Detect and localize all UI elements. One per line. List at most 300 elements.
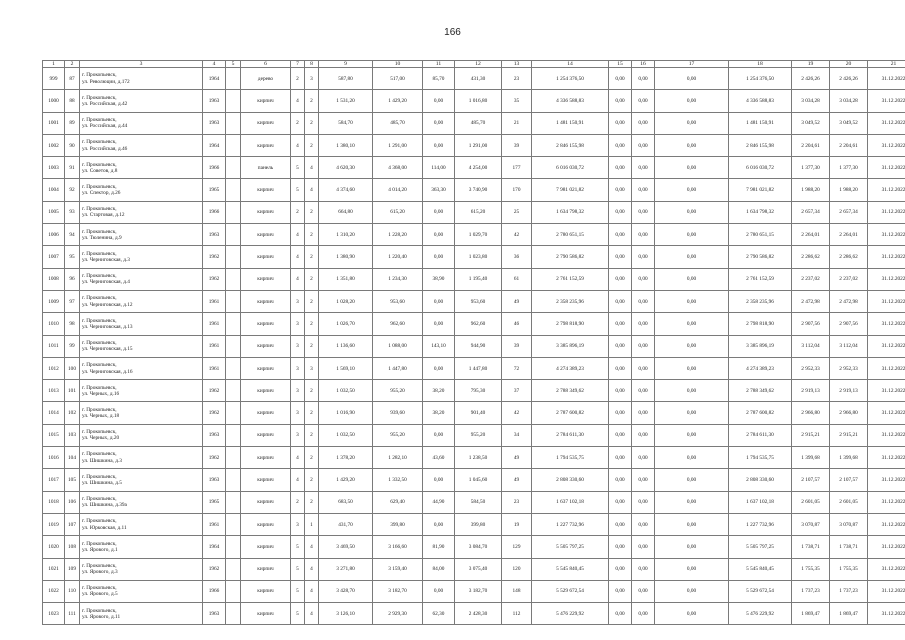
column-12-cell: 1 023,80 xyxy=(455,246,502,268)
cost-column-14-cell: 4 274 389,23 xyxy=(532,357,609,379)
cost-column-14-cell: 5 505 797,25 xyxy=(532,536,609,558)
column-5-cell xyxy=(226,179,241,201)
year-built-cell: 1963 xyxy=(203,424,226,446)
cost-column-18-cell: 5 505 797,25 xyxy=(729,536,792,558)
cost-column-18-cell: 1 481 150,91 xyxy=(729,112,792,134)
cost-column-18-cell: 2 787 600,82 xyxy=(729,402,792,424)
column-12-cell: 3 084,70 xyxy=(455,536,502,558)
column-20-cell: 2 426,26 xyxy=(830,68,868,90)
total-area-cell: 3 428,70 xyxy=(319,580,373,602)
column-15-cell: 0,00 xyxy=(609,580,632,602)
floors-cell: 2 xyxy=(291,201,305,223)
living-area-cell: 1 429,20 xyxy=(373,90,423,112)
wall-material-cell: кирпич xyxy=(241,268,291,290)
object-id-cell: 94 xyxy=(65,224,80,246)
date-cell: 31.12.2022 xyxy=(868,224,905,246)
column-8-cell: 2 xyxy=(305,380,319,402)
address-cell xyxy=(80,402,203,424)
total-area-cell: 431,70 xyxy=(319,513,373,535)
column-15-cell: 0,00 xyxy=(609,224,632,246)
column-number-header: 1 xyxy=(43,61,65,68)
column-19-cell: 1 738,71 xyxy=(792,536,830,558)
table-body xyxy=(43,61,905,625)
column-number-header: 9 xyxy=(319,61,373,68)
living-area-cell: 1 220,40 xyxy=(373,246,423,268)
cost-column-14-cell: 2 790 586,82 xyxy=(532,246,609,268)
date-cell: 31.12.2022 xyxy=(868,90,905,112)
column-8-cell: 2 xyxy=(305,402,319,424)
residents-cell: 37 xyxy=(502,380,532,402)
address-cell xyxy=(80,380,203,402)
address-street: ул. Ярового, д.1 xyxy=(82,546,118,553)
cost-column-18-cell: 2 846 155,98 xyxy=(729,134,792,156)
column-8-cell: 2 xyxy=(305,491,319,513)
residents-cell: 39 xyxy=(502,335,532,357)
column-8-cell: 2 xyxy=(305,335,319,357)
column-11-cell: 38,20 xyxy=(423,402,455,424)
column-12-cell: 953,60 xyxy=(455,290,502,312)
column-8-cell: 4 xyxy=(305,536,319,558)
object-id-cell: 98 xyxy=(65,313,80,335)
row-number-cell: 1001 xyxy=(43,112,65,134)
wall-material-cell: кирпич xyxy=(241,603,291,625)
year-built-cell: 1966 xyxy=(203,201,226,223)
residents-cell: 61 xyxy=(502,268,532,290)
address-city: г. Прокопьевск, xyxy=(82,317,117,324)
column-20-cell: 1 738,71 xyxy=(830,536,868,558)
column-16-cell: 0,00 xyxy=(632,268,655,290)
residents-cell: 49 xyxy=(502,447,532,469)
total-area-cell: 4 620,30 xyxy=(319,157,373,179)
floors-cell: 3 xyxy=(291,424,305,446)
cost-column-14-cell: 2 761 152,59 xyxy=(532,268,609,290)
floors-cell: 3 xyxy=(291,290,305,312)
object-id-cell: 91 xyxy=(65,157,80,179)
object-id-cell: 96 xyxy=(65,268,80,290)
column-17-cell: 0,00 xyxy=(655,580,729,602)
table-row xyxy=(43,380,905,402)
address-city: г. Прокопьевск, xyxy=(82,362,117,369)
column-11-cell: 114,00 xyxy=(423,157,455,179)
column-11-cell: 0,00 xyxy=(423,90,455,112)
address-cell xyxy=(80,603,203,625)
column-8-cell: 2 xyxy=(305,224,319,246)
column-15-cell: 0,00 xyxy=(609,469,632,491)
cost-column-18-cell: 3 385 896,19 xyxy=(729,335,792,357)
residents-cell: 129 xyxy=(502,536,532,558)
column-15-cell: 0,00 xyxy=(609,558,632,580)
column-11-cell: 85,70 xyxy=(423,68,455,90)
column-16-cell: 0,00 xyxy=(632,335,655,357)
column-20-cell: 2 952,33 xyxy=(830,357,868,379)
address-cell xyxy=(80,447,203,469)
column-17-cell: 0,00 xyxy=(655,424,729,446)
column-number-header: 20 xyxy=(830,61,868,68)
table-row xyxy=(43,603,905,625)
wall-material-cell: кирпич xyxy=(241,380,291,402)
wall-material-cell: кирпич xyxy=(241,513,291,535)
cost-column-14-cell: 2 808 330,60 xyxy=(532,469,609,491)
wall-material-cell: дерево xyxy=(241,68,291,90)
floors-cell: 5 xyxy=(291,157,305,179)
year-built-cell: 1962 xyxy=(203,447,226,469)
living-area-cell: 1 332,50 xyxy=(373,469,423,491)
column-5-cell xyxy=(226,268,241,290)
object-id-cell: 101 xyxy=(65,380,80,402)
floors-cell: 4 xyxy=(291,469,305,491)
cost-column-14-cell: 6 016 030,72 xyxy=(532,157,609,179)
floors-cell: 4 xyxy=(291,224,305,246)
total-area-cell: 683,50 xyxy=(319,491,373,513)
floors-cell: 3 xyxy=(291,402,305,424)
address-city: г. Прокопьевск, xyxy=(82,451,117,458)
cost-column-18-cell: 2 808 330,60 xyxy=(729,469,792,491)
date-cell: 31.12.2022 xyxy=(868,179,905,201)
object-id-cell: 95 xyxy=(65,246,80,268)
living-area-cell: 399,80 xyxy=(373,513,423,535)
wall-material-cell: кирпич xyxy=(241,469,291,491)
floors-cell: 5 xyxy=(291,603,305,625)
column-11-cell: 0,00 xyxy=(423,290,455,312)
cost-column-14-cell: 5 476 229,92 xyxy=(532,603,609,625)
object-id-cell: 105 xyxy=(65,469,80,491)
address-street: ул. Российская, д.46 xyxy=(82,145,128,152)
column-5-cell xyxy=(226,357,241,379)
date-cell: 31.12.2022 xyxy=(868,491,905,513)
year-built-cell: 1964 xyxy=(203,536,226,558)
column-12-cell: 3 182,70 xyxy=(455,580,502,602)
year-built-cell: 1964 xyxy=(203,134,226,156)
column-15-cell: 0,00 xyxy=(609,357,632,379)
column-16-cell: 0,00 xyxy=(632,112,655,134)
address-cell xyxy=(80,558,203,580)
table-row xyxy=(43,402,905,424)
table-row xyxy=(43,68,905,90)
column-17-cell: 0,00 xyxy=(655,134,729,156)
floors-cell: 3 xyxy=(291,313,305,335)
address-cell xyxy=(80,179,203,201)
date-cell: 31.12.2022 xyxy=(868,157,905,179)
table-row xyxy=(43,246,905,268)
cost-column-14-cell: 3 385 896,19 xyxy=(532,335,609,357)
address-city: г. Прокопьевск, xyxy=(82,183,117,190)
row-number-cell: 1008 xyxy=(43,268,65,290)
column-20-cell: 3 070,87 xyxy=(830,513,868,535)
column-5-cell xyxy=(226,313,241,335)
date-cell: 31.12.2022 xyxy=(868,380,905,402)
address-cell xyxy=(80,268,203,290)
address-cell xyxy=(80,201,203,223)
table-row xyxy=(43,357,905,379)
table-row xyxy=(43,179,905,201)
column-20-cell: 3 112,04 xyxy=(830,335,868,357)
residents-cell: 34 xyxy=(502,424,532,446)
row-number-cell: 1020 xyxy=(43,536,65,558)
column-11-cell: 0,00 xyxy=(423,580,455,602)
address-cell xyxy=(80,112,203,134)
column-5-cell xyxy=(226,157,241,179)
living-area-cell: 4 368,00 xyxy=(373,157,423,179)
year-built-cell: 1963 xyxy=(203,469,226,491)
cost-column-18-cell: 2 761 152,59 xyxy=(729,268,792,290)
column-number-header: 12 xyxy=(455,61,502,68)
residents-cell: 21 xyxy=(502,112,532,134)
floors-cell: 4 xyxy=(291,268,305,290)
address-street: ул. Революции, д.172 xyxy=(82,78,130,85)
floors-cell: 5 xyxy=(291,558,305,580)
wall-material-cell: кирпич xyxy=(241,357,291,379)
address-cell xyxy=(80,469,203,491)
residents-cell: 49 xyxy=(502,290,532,312)
living-area-cell: 517,00 xyxy=(373,68,423,90)
living-area-cell: 1 234,30 xyxy=(373,268,423,290)
column-15-cell: 0,00 xyxy=(609,313,632,335)
address-cell xyxy=(80,580,203,602)
column-16-cell: 0,00 xyxy=(632,447,655,469)
total-area-cell: 1 032,50 xyxy=(319,380,373,402)
object-id-cell: 97 xyxy=(65,290,80,312)
column-number-header: 17 xyxy=(655,61,729,68)
address-city: г. Прокопьевск, xyxy=(82,161,117,168)
row-number-cell: 1021 xyxy=(43,558,65,580)
floors-cell: 4 xyxy=(291,246,305,268)
address-city: г. Прокопьевск, xyxy=(82,384,117,391)
cost-column-18-cell: 5 529 672,54 xyxy=(729,580,792,602)
column-17-cell: 0,00 xyxy=(655,157,729,179)
column-19-cell: 2 952,33 xyxy=(792,357,830,379)
column-17-cell: 0,00 xyxy=(655,313,729,335)
table-row xyxy=(43,313,905,335)
living-area-cell: 485,70 xyxy=(373,112,423,134)
wall-material-cell: кирпич xyxy=(241,134,291,156)
address-cell xyxy=(80,536,203,558)
total-area-cell: 4 374,60 xyxy=(319,179,373,201)
column-16-cell: 0,00 xyxy=(632,424,655,446)
column-17-cell: 0,00 xyxy=(655,402,729,424)
residents-cell: 72 xyxy=(502,357,532,379)
address-street: ул. Шишкина, д.39а xyxy=(82,502,127,509)
address-city: г. Прокопьевск, xyxy=(82,250,117,257)
column-15-cell: 0,00 xyxy=(609,513,632,535)
column-8-cell: 4 xyxy=(305,603,319,625)
address-street: ул. Шишкина, д.5 xyxy=(82,479,122,486)
address-street: ул. Черниговская, д.13 xyxy=(82,323,133,330)
total-area-cell: 1 026,70 xyxy=(319,313,373,335)
residents-cell: 36 xyxy=(502,246,532,268)
row-number-cell: 1010 xyxy=(43,313,65,335)
column-12-cell: 399,80 xyxy=(455,513,502,535)
column-number-header: 6 xyxy=(241,61,291,68)
column-number-header: 5 xyxy=(226,61,241,68)
column-17-cell: 0,00 xyxy=(655,179,729,201)
address-city: г. Прокопьевск, xyxy=(82,340,117,346)
address-city: г. Прокопьевск, xyxy=(82,139,117,146)
column-16-cell: 0,00 xyxy=(632,157,655,179)
total-area-cell: 3 271,80 xyxy=(319,558,373,580)
column-16-cell: 0,00 xyxy=(632,290,655,312)
column-15-cell: 0,00 xyxy=(609,179,632,201)
column-8-cell: 2 xyxy=(305,424,319,446)
column-15-cell: 0,00 xyxy=(609,603,632,625)
year-built-cell: 1962 xyxy=(203,558,226,580)
column-17-cell: 0,00 xyxy=(655,268,729,290)
wall-material-cell: кирпич xyxy=(241,112,291,134)
column-number-header: 10 xyxy=(373,61,423,68)
address-street: ул. Спектор, д.26 xyxy=(82,190,121,197)
row-number-cell: 1016 xyxy=(43,447,65,469)
total-area-cell: 1 531,20 xyxy=(319,90,373,112)
column-19-cell: 1 988,20 xyxy=(792,179,830,201)
column-12-cell: 901,40 xyxy=(455,402,502,424)
column-11-cell: 43,60 xyxy=(423,447,455,469)
address-street: ул. Черниговская, д.12 xyxy=(82,301,133,308)
column-number-header: 15 xyxy=(609,61,632,68)
column-12-cell: 1 447,80 xyxy=(455,357,502,379)
date-cell: 31.12.2022 xyxy=(868,558,905,580)
column-17-cell: 0,00 xyxy=(655,246,729,268)
address-city: г. Прокопьевск, xyxy=(82,94,117,101)
cost-column-14-cell: 2 358 235,96 xyxy=(532,290,609,312)
column-8-cell: 4 xyxy=(305,157,319,179)
column-11-cell: 0,00 xyxy=(423,513,455,535)
wall-material-cell: кирпич xyxy=(241,424,291,446)
cost-column-18-cell: 1 794 535,75 xyxy=(729,447,792,469)
column-20-cell: 2 601,05 xyxy=(830,491,868,513)
address-cell xyxy=(80,491,203,513)
column-5-cell xyxy=(226,558,241,580)
column-20-cell: 2 204,61 xyxy=(830,134,868,156)
living-area-cell: 962,60 xyxy=(373,313,423,335)
cost-column-14-cell: 2 798 818,90 xyxy=(532,313,609,335)
row-number-cell: 1006 xyxy=(43,224,65,246)
column-number-header: 11 xyxy=(423,61,455,68)
object-id-cell: 111 xyxy=(65,603,80,625)
column-number-header: 16 xyxy=(632,61,655,68)
cost-column-18-cell: 4 336 588,83 xyxy=(729,90,792,112)
wall-material-cell: кирпич xyxy=(241,491,291,513)
column-17-cell: 0,00 xyxy=(655,536,729,558)
column-16-cell: 0,00 xyxy=(632,603,655,625)
row-number-cell: 1013 xyxy=(43,380,65,402)
date-cell: 31.12.2022 xyxy=(868,603,905,625)
date-cell: 31.12.2022 xyxy=(868,357,905,379)
wall-material-cell: кирпич xyxy=(241,201,291,223)
column-number-header: 3 xyxy=(80,61,203,68)
row-number-cell: 1002 xyxy=(43,134,65,156)
object-id-cell: 103 xyxy=(65,424,80,446)
table-row xyxy=(43,134,905,156)
address-city: г. Прокопьевск, xyxy=(82,228,117,235)
table-row xyxy=(43,513,905,535)
year-built-cell: 1962 xyxy=(203,268,226,290)
column-19-cell: 2 107,57 xyxy=(792,469,830,491)
year-built-cell: 1963 xyxy=(203,112,226,134)
column-5-cell xyxy=(226,491,241,513)
address-cell xyxy=(80,157,203,179)
address-cell xyxy=(80,313,203,335)
year-built-cell: 1964 xyxy=(203,68,226,90)
column-5-cell xyxy=(226,513,241,535)
column-11-cell: 0,00 xyxy=(423,134,455,156)
address-street: ул. Черниговская, д.15 xyxy=(82,346,133,353)
column-5-cell xyxy=(226,603,241,625)
wall-material-cell: кирпич xyxy=(241,536,291,558)
column-20-cell: 2 966,80 xyxy=(830,402,868,424)
column-11-cell: 363,30 xyxy=(423,179,455,201)
address-street: ул. Черных, д.20 xyxy=(82,435,120,442)
year-built-cell: 1963 xyxy=(203,603,226,625)
column-19-cell: 3 112,04 xyxy=(792,335,830,357)
total-area-cell: 3 469,50 xyxy=(319,536,373,558)
column-12-cell: 1 291,00 xyxy=(455,134,502,156)
residents-cell: 170 xyxy=(502,179,532,201)
floors-cell: 5 xyxy=(291,580,305,602)
row-number-cell: 1017 xyxy=(43,469,65,491)
total-area-cell: 3 126,10 xyxy=(319,603,373,625)
column-17-cell: 0,00 xyxy=(655,90,729,112)
address-city: г. Прокопьевск, xyxy=(82,117,117,124)
table-row xyxy=(43,224,905,246)
column-12-cell: 1 045,60 xyxy=(455,469,502,491)
object-id-cell: 89 xyxy=(65,112,80,134)
column-20-cell: 1 755,35 xyxy=(830,558,868,580)
object-id-cell: 107 xyxy=(65,513,80,535)
table-row xyxy=(43,447,905,469)
column-19-cell: 2 237,02 xyxy=(792,268,830,290)
column-11-cell: 62,30 xyxy=(423,603,455,625)
column-16-cell: 0,00 xyxy=(632,224,655,246)
total-area-cell: 584,70 xyxy=(319,112,373,134)
address-cell xyxy=(80,335,203,357)
cost-column-18-cell: 2 780 651,15 xyxy=(729,224,792,246)
column-number-header: 8 xyxy=(305,61,319,68)
column-11-cell: 38,90 xyxy=(423,268,455,290)
year-built-cell: 1962 xyxy=(203,402,226,424)
living-area-cell: 3 182,70 xyxy=(373,580,423,602)
column-15-cell: 0,00 xyxy=(609,201,632,223)
column-16-cell: 0,00 xyxy=(632,536,655,558)
date-cell: 31.12.2022 xyxy=(868,290,905,312)
column-number-header: 13 xyxy=(502,61,532,68)
cost-column-14-cell: 2 846 155,98 xyxy=(532,134,609,156)
column-19-cell: 2 286,62 xyxy=(792,246,830,268)
column-5-cell xyxy=(226,335,241,357)
address-city: г. Прокопьевск, xyxy=(82,429,117,436)
cost-column-14-cell: 4 336 588,83 xyxy=(532,90,609,112)
wall-material-cell: панель xyxy=(241,157,291,179)
cost-column-18-cell: 1 637 102,18 xyxy=(729,491,792,513)
column-8-cell: 2 xyxy=(305,112,319,134)
wall-material-cell: кирпич xyxy=(241,313,291,335)
object-id-cell: 109 xyxy=(65,558,80,580)
column-15-cell: 0,00 xyxy=(609,157,632,179)
year-built-cell: 1961 xyxy=(203,513,226,535)
column-number-header: 19 xyxy=(792,61,830,68)
column-15-cell: 0,00 xyxy=(609,90,632,112)
object-id-cell: 100 xyxy=(65,357,80,379)
column-8-cell: 2 xyxy=(305,134,319,156)
column-8-cell: 4 xyxy=(305,580,319,602)
object-id-cell: 102 xyxy=(65,402,80,424)
living-area-cell: 953,60 xyxy=(373,290,423,312)
total-area-cell: 1 310,20 xyxy=(319,224,373,246)
column-19-cell: 2 472,98 xyxy=(792,290,830,312)
column-17-cell: 0,00 xyxy=(655,380,729,402)
cost-column-14-cell: 5 545 840,45 xyxy=(532,558,609,580)
column-5-cell xyxy=(226,112,241,134)
address-city: г. Прокопьевск, xyxy=(82,295,117,302)
column-20-cell: 1 737,23 xyxy=(830,580,868,602)
